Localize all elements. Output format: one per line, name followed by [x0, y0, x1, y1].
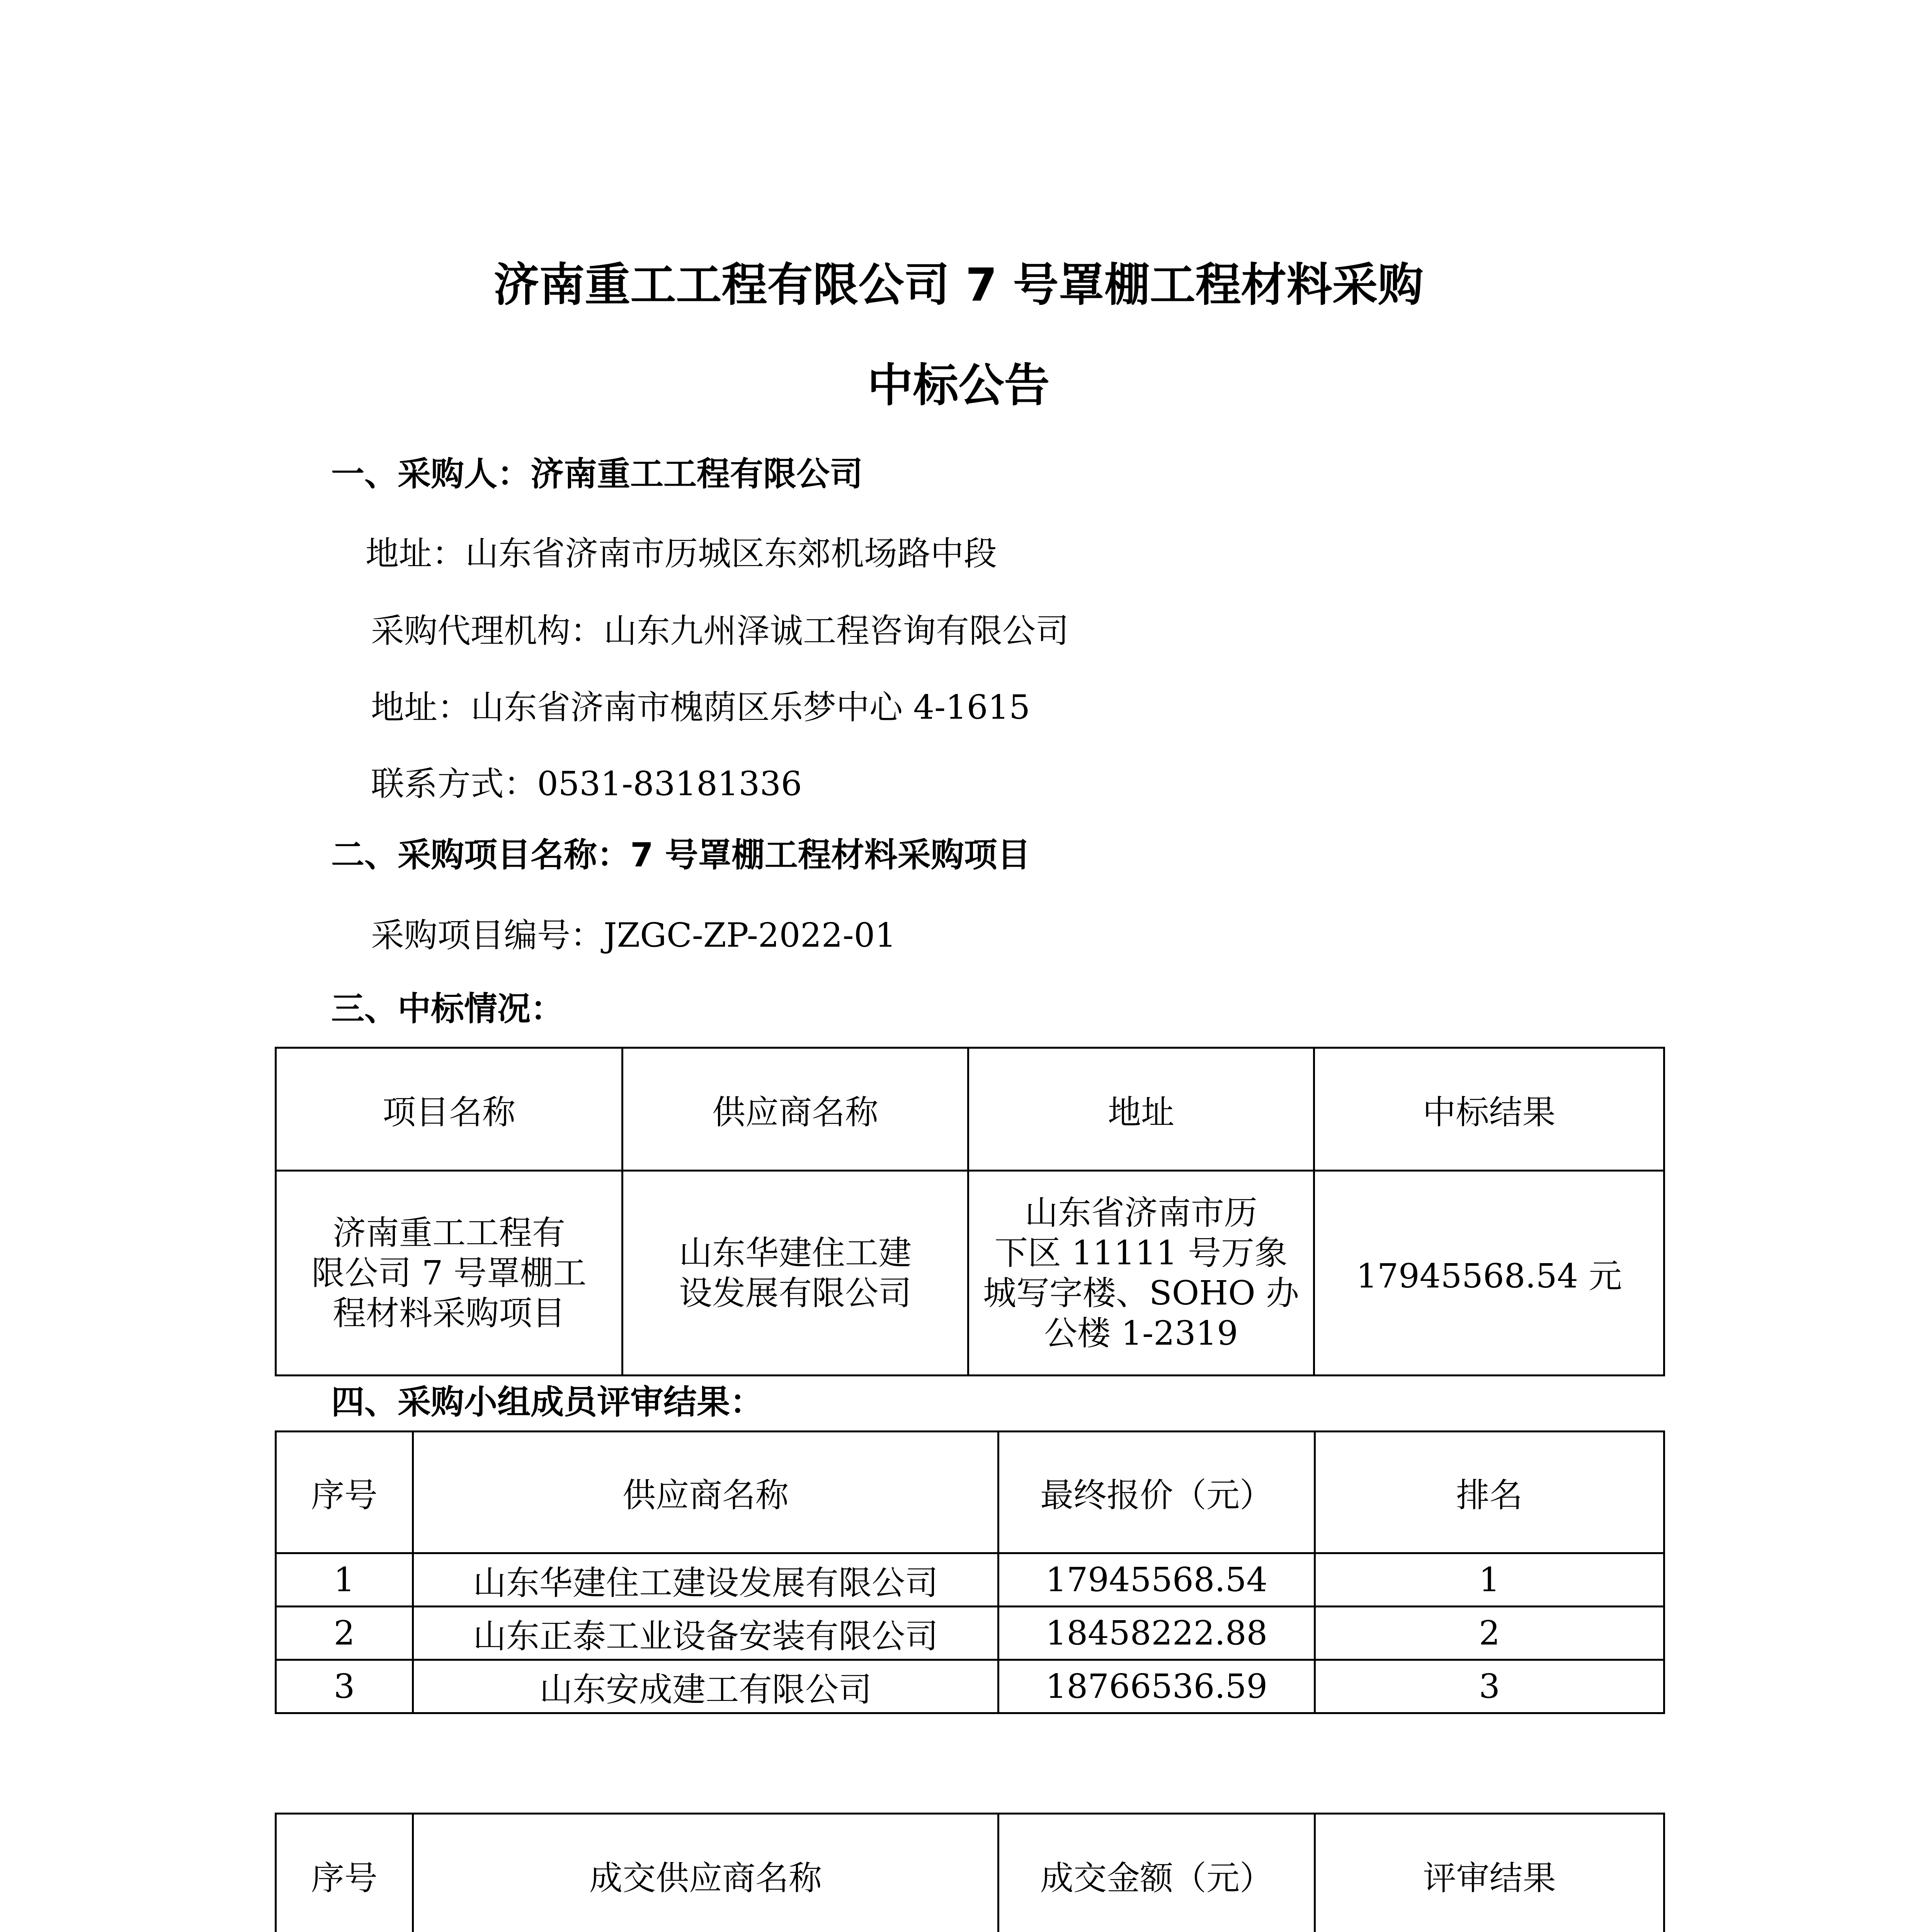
review-supplier: 山东安成建工有限公司	[413, 1660, 998, 1713]
review-supplier: 山东正泰工业设备安装有限公司	[413, 1607, 998, 1660]
deal-header-supplier: 成交供应商名称	[413, 1814, 998, 1932]
review-price: 17945568.54	[998, 1553, 1315, 1607]
table-row	[276, 1553, 1664, 1607]
project-number: 采购项目编号：JZGC-ZP-2022-01	[371, 916, 896, 955]
deal-header-amount: 成交金额（元）	[998, 1814, 1315, 1932]
review-header-rank: 排名	[1315, 1432, 1664, 1553]
purchaser-address: 地址：山东省济南市历城区东郊机场路中段	[366, 534, 997, 573]
section2-heading: 二、采购项目名称：7 号罩棚工程材料采购项目	[331, 836, 1031, 874]
review-price: 18766536.59	[998, 1660, 1315, 1713]
section1-heading: 一、采购人：济南重工工程有限公司	[331, 455, 863, 493]
award-supplier-name: 山东华建住工建 设发展有限公司	[623, 1171, 968, 1376]
review-no: 3	[276, 1660, 413, 1713]
review-header-price: 最终报价（元）	[998, 1432, 1315, 1553]
award-project-name: 济南重工工程有 限公司 7 号罩棚工 程材料采购项目	[276, 1171, 623, 1376]
review-rank: 2	[1315, 1607, 1664, 1660]
award-supplier-address: 山东省济南市历 下区 11111 号万象 城写字楼、SOHO 办 公楼 1-2319	[968, 1171, 1314, 1376]
document-title-line2: 中标公告	[867, 359, 1050, 412]
review-no: 2	[276, 1607, 413, 1660]
review-no: 1	[276, 1553, 413, 1607]
review-header-no: 序号	[276, 1432, 413, 1553]
review-header-supplier: 供应商名称	[413, 1432, 998, 1553]
review-rank: 3	[1315, 1660, 1664, 1713]
award-header-result: 中标结果	[1314, 1048, 1664, 1171]
table-row	[276, 1607, 1664, 1660]
deal-header-no: 序号	[276, 1814, 413, 1932]
procurement-agency: 采购代理机构：山东九州泽诚工程咨询有限公司	[371, 612, 1069, 650]
document-title-line1: 济南重工工程有限公司 7 号罩棚工程材料采购	[493, 258, 1424, 311]
agency-address: 地址：山东省济南市槐荫区乐梦中心 4-1615	[371, 688, 1030, 727]
deal-header-result: 评审结果	[1315, 1814, 1664, 1932]
award-header-project: 项目名称	[276, 1048, 623, 1171]
table-row	[276, 1660, 1664, 1713]
award-result: 17945568.54 元	[1314, 1171, 1664, 1376]
review-supplier: 山东华建住工建设发展有限公司	[413, 1553, 998, 1607]
review-table	[275, 1430, 1665, 1714]
award-header-address: 地址	[968, 1048, 1314, 1171]
review-rank: 1	[1315, 1553, 1664, 1607]
section3-heading: 三、中标情况：	[331, 990, 564, 1028]
purchaser-contact: 联系方式：0531-83181336	[371, 765, 802, 803]
section4-heading: 四、采购小组成员评审结果：	[331, 1383, 763, 1422]
deal-table	[275, 1813, 1665, 1932]
award-header-supplier: 供应商名称	[623, 1048, 968, 1171]
review-price: 18458222.88	[998, 1607, 1315, 1660]
award-table	[275, 1047, 1665, 1376]
